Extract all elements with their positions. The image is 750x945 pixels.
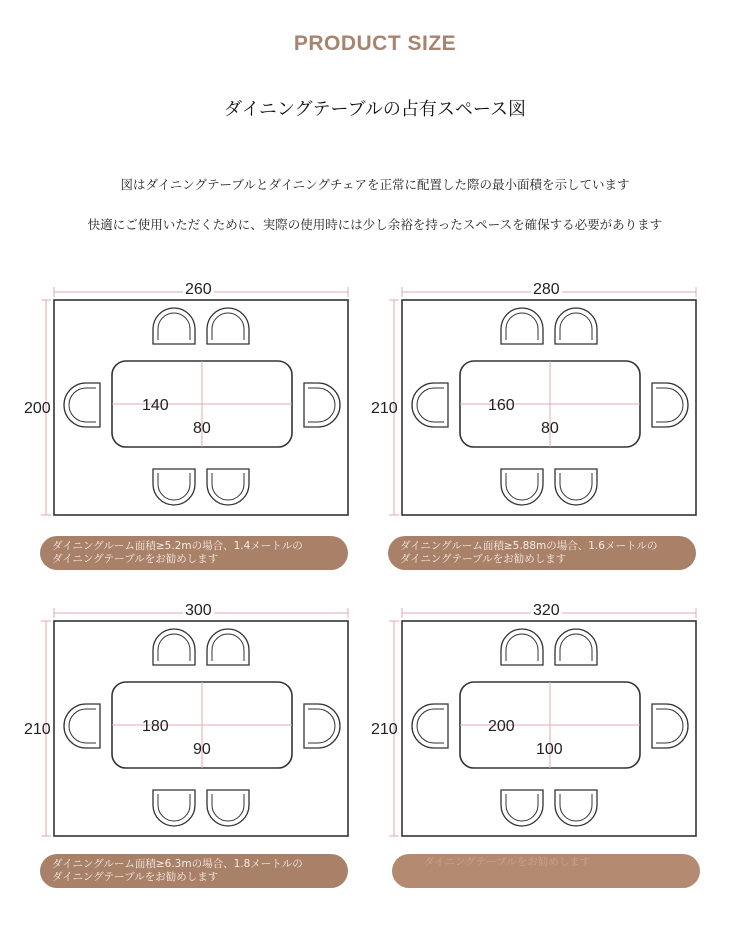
floorplan-diagram <box>18 275 358 525</box>
layout-panel-4 <box>366 596 706 906</box>
note-line-2: ダイニングテーブルをお勧めします <box>400 553 567 565</box>
room-width-label: 280 <box>533 281 560 298</box>
room-depth-label: 210 <box>24 721 51 738</box>
description-line-2: 快適にご使用いただくために、実際の使用時には少し余裕を持ったスペースを確保する必要があります <box>87 217 663 232</box>
recommendation-note <box>40 854 348 888</box>
description-line-1: 図はダイニングテーブルとダイニングチェアを正常に配置した際の最小面積を示しています <box>120 177 630 192</box>
table-length-label: 200 <box>488 718 515 735</box>
layout-panel-1 <box>18 275 358 585</box>
floorplan-diagram <box>366 596 706 846</box>
note-line-2: ダイニングテーブルをお勧めします <box>52 553 219 565</box>
page-title: PRODUCT SIZE <box>293 32 457 55</box>
room-depth-label: 210 <box>371 721 398 738</box>
page-subtitle: ダイニングテーブルの占有スペース図 <box>223 99 527 120</box>
floorplan-diagram <box>366 275 706 525</box>
table-width-label: 100 <box>536 741 563 758</box>
recommendation-note <box>392 854 700 888</box>
table-length-label: 140 <box>142 397 169 414</box>
recommendation-note <box>40 536 348 570</box>
layout-panel-3 <box>18 596 358 906</box>
note-line-2: ダイニングテーブルをお勧めします <box>424 856 591 868</box>
note-line-1: ダイニングルーム面積≥5.2mの場合、1.4メートルの <box>52 540 303 552</box>
note-line-1: ダイニングルーム面積≥6.3mの場合、1.8メートルの <box>52 858 303 870</box>
recommendation-note <box>388 536 696 570</box>
table-length-label: 160 <box>488 397 515 414</box>
table-width-label: 80 <box>541 420 559 437</box>
note-line-2: ダイニングテーブルをお勧めします <box>52 871 219 883</box>
table-length-label: 180 <box>142 718 169 735</box>
layout-panel-2 <box>366 275 706 585</box>
note-line-1: ダイニングルーム面積≥5.88mの場合、1.6メートルの <box>400 540 658 552</box>
table-width-label: 90 <box>193 741 211 758</box>
floorplan-diagram <box>18 596 358 846</box>
room-depth-label: 210 <box>371 400 398 417</box>
room-width-label: 300 <box>185 602 212 619</box>
room-width-label: 320 <box>533 602 560 619</box>
table-width-label: 80 <box>193 420 211 437</box>
room-depth-label: 200 <box>24 400 51 417</box>
room-width-label: 260 <box>185 281 212 298</box>
